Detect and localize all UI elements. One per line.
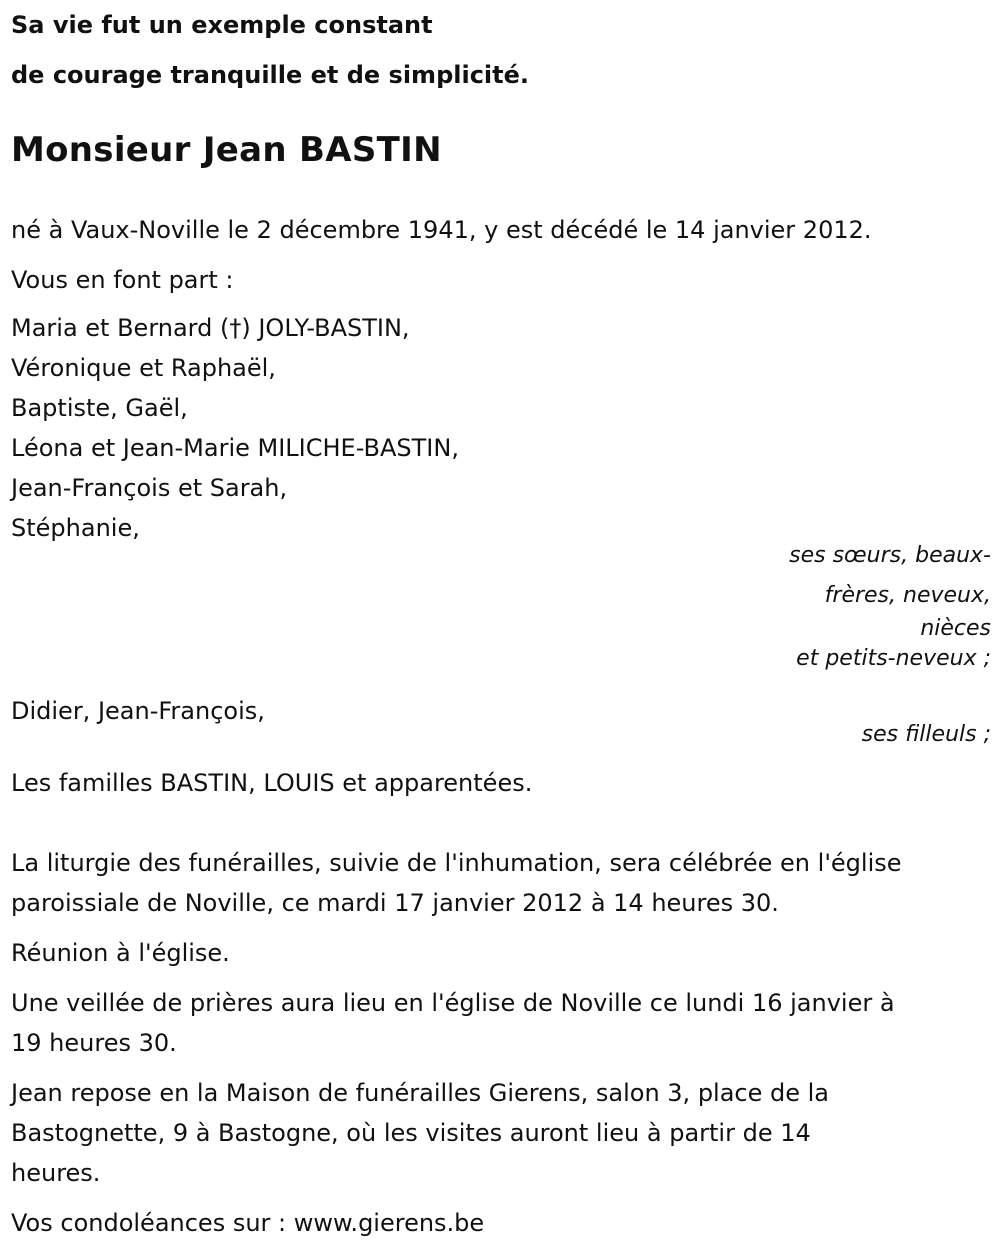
condolences-link[interactable]: Vos condoléances sur : www.gierens.be bbox=[11, 1209, 485, 1237]
vigil-paragraph bbox=[11, 983, 991, 1063]
families-statement: Les familles BASTIN, LOUIS et apparentées. bbox=[11, 769, 533, 797]
family-member: Stéphanie, bbox=[11, 514, 140, 542]
motto-line-1: Sa vie fut un exemple constant bbox=[11, 11, 433, 39]
meeting-paragraph: Réunion à l'église. bbox=[11, 939, 230, 967]
vigil-line-2: 19 heures 30. bbox=[11, 1029, 177, 1057]
family-relation bbox=[11, 536, 991, 679]
motto-line-2: de courage tranquille et de simplicité. bbox=[11, 61, 530, 89]
family-relation-line: et petits-neveux ; bbox=[796, 646, 991, 671]
rest-line-3: heures. bbox=[11, 1159, 101, 1187]
birth-death-statement: né à Vaux-Noville le 2 décembre 1941, y est décédé le 14 janvier 2012. bbox=[11, 216, 872, 244]
family-relation-line: frères, neveux, bbox=[824, 583, 991, 608]
family-relation-line: nièces bbox=[920, 616, 991, 641]
family-member: Jean-François et Sarah, bbox=[11, 474, 288, 502]
liturgy-paragraph bbox=[11, 843, 991, 923]
obituary-notice bbox=[11, 0, 991, 1243]
family-member: Maria et Bernard (†) JOLY-BASTIN, bbox=[11, 314, 410, 342]
rest-line-2: Bastognette, 9 à Bastogne, où les visites auront lieu à partir de 14 bbox=[11, 1119, 811, 1147]
deceased-name: Monsieur Jean BASTIN bbox=[11, 130, 442, 170]
liturgy-line-1: La liturgie des funérailles, suivie de l'inhumation, sera célébrée en l'église bbox=[11, 849, 902, 877]
motto bbox=[11, 6, 991, 106]
family-member: Véronique et Raphaël, bbox=[11, 354, 276, 382]
announcement: Vous en font part : bbox=[11, 266, 234, 294]
family-list bbox=[11, 308, 991, 548]
family-member: Léona et Jean-Marie MILICHE-BASTIN, bbox=[11, 434, 459, 462]
rest-paragraph bbox=[11, 1073, 991, 1193]
godchildren: Didier, Jean-François, bbox=[11, 697, 265, 725]
family-relation-line: ses sœurs, beaux- bbox=[789, 543, 991, 568]
liturgy-line-2: paroissiale de Noville, ce mardi 17 janvier 2012 à 14 heures 30. bbox=[11, 889, 779, 917]
spacer bbox=[11, 803, 991, 843]
vigil-line-1: Une veillée de prières aura lieu en l'église de Noville ce lundi 16 janvier à bbox=[11, 989, 895, 1017]
family-member: Baptiste, Gaël, bbox=[11, 394, 188, 422]
rest-line-1: Jean repose en la Maison de funérailles Gierens, salon 3, place de la bbox=[11, 1079, 830, 1107]
godchildren-relation: ses filleuls ; bbox=[861, 722, 991, 747]
